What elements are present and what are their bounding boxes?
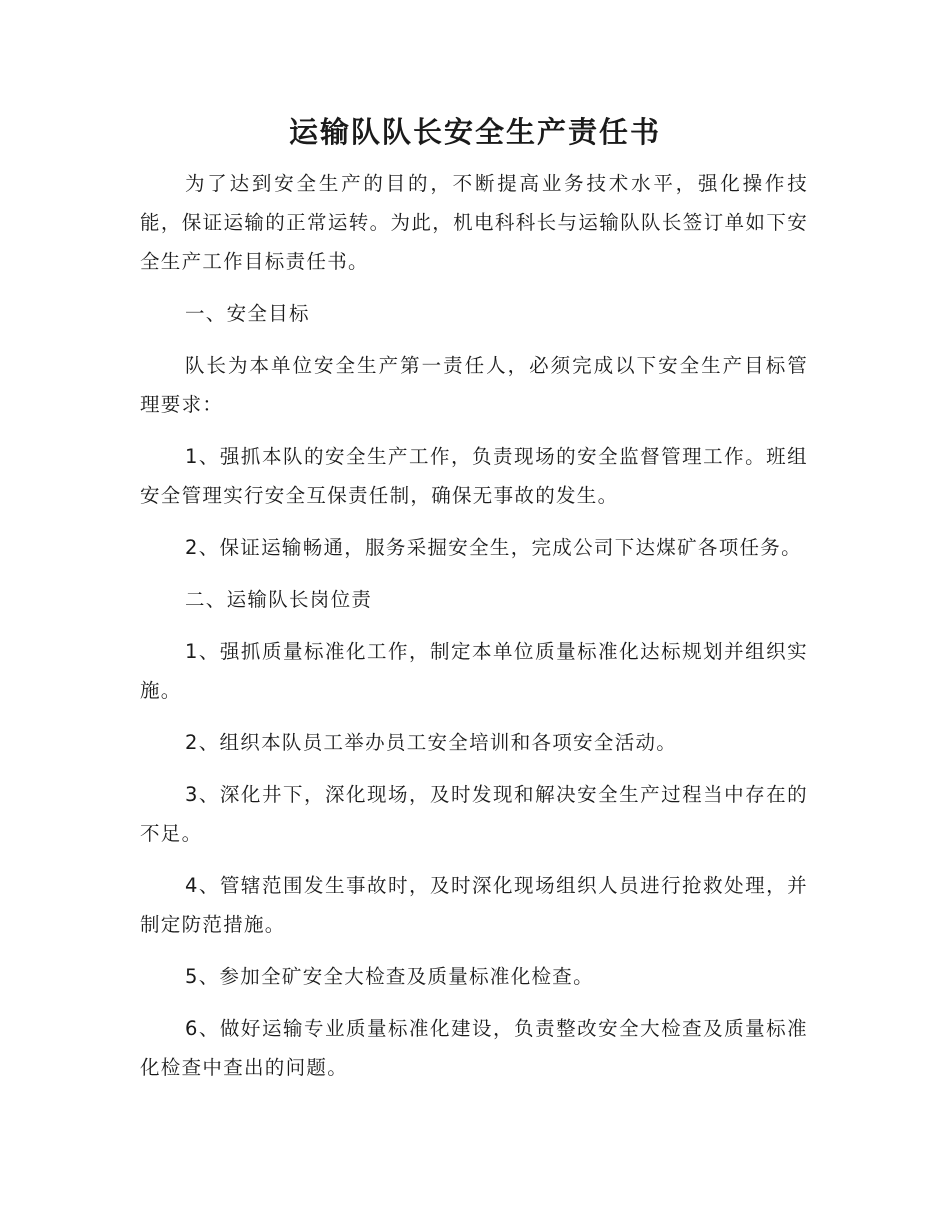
- paragraph-duty-item-2: 2、组织本队员工举办员工安全培训和各项安全活动。: [185, 731, 678, 754]
- paragraph-duty-item-1: 1、强抓质量标准化工作，制定本单位质量标准化达标规划并组织实施。: [140, 640, 808, 702]
- paragraph-duty-item-5: 5、参加全矿安全大检查及质量标准化检查。: [185, 965, 594, 988]
- paragraph-duty-item-4: 4、管辖范围发生事故时，及时深化现场组织人员进行抢救处理，并制定防范措施。: [140, 874, 808, 936]
- paragraph-goal-item-2: 2、保证运输畅通，服务采掘安全生，完成公司下达煤矿各项任务。: [185, 536, 802, 559]
- section-heading-job-duties: 二、运输队长岗位责: [185, 588, 373, 611]
- paragraph-duty-item-3: 3、深化井下，深化现场，及时发现和解决安全生产过程当中存在的不足。: [140, 783, 808, 845]
- paragraph-leader-responsibility: 队长为本单位安全生产第一责任人，必须完成以下安全生产目标管理要求：: [140, 354, 808, 416]
- paragraph-goal-item-1: 1、强抓本队的安全生产工作，负责现场的安全监督管理工作。班组安全管理实行安全互保责任制，确保无事故的发生。: [140, 445, 808, 507]
- document-title: 运输队队长安全生产责任书: [288, 115, 661, 149]
- paragraph-intro: 为了达到安全生产的目的，不断提高业务技术水平，强化操作技能，保证运输的正常运转。为此，机电科科长与运输队队长签订单如下安全生产工作目标责任书。: [140, 172, 808, 273]
- document-body: [140, 164, 808, 1100]
- paragraph-duty-item-6: 6、做好运输专业质量标准化建设，负责整改安全大检查及质量标准化检查中查出的问题。: [140, 1017, 808, 1079]
- section-heading-safety-goals: 一、安全目标: [185, 302, 310, 325]
